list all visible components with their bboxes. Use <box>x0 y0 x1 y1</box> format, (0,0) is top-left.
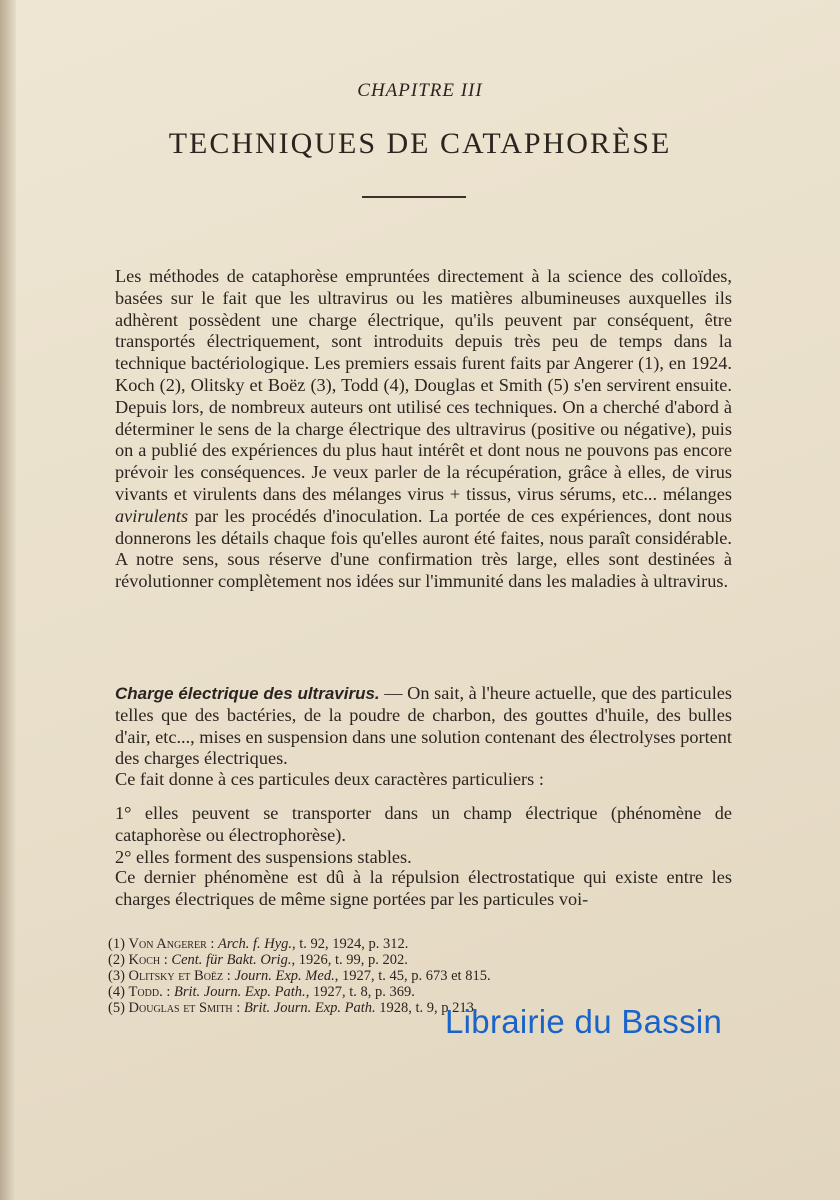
footnote-number: (1) <box>108 936 125 952</box>
footnote-journal: Brit. Journ. Exp. Path. <box>243 1000 376 1016</box>
point-1-text: 1° elles peuvent se transporter dans un champ électrique (phénomène de cataphorèse ou électrophorèse). <box>115 803 732 845</box>
footnote-journal: Arch. f. Hyg. <box>218 936 293 952</box>
seller-watermark: Librairie du Bassin <box>445 1003 723 1040</box>
footnote <box>108 968 668 984</box>
footnote-number: (3) <box>108 968 125 984</box>
paragraph-point-1 <box>115 803 732 847</box>
paragraph-charge <box>115 683 732 770</box>
footnote-separator: : <box>232 1000 244 1016</box>
title-divider <box>362 196 466 198</box>
footnote-author: Von Angerer <box>128 936 207 952</box>
footnote-ref: , 1926, t. 99, p. 202. <box>291 952 408 968</box>
footnote <box>108 952 668 968</box>
chapter-title: TECHNIQUES DE CATAPHORÈSE <box>168 127 672 160</box>
chapter-label: CHAPITRE III <box>357 80 483 101</box>
footnote-ref: , 1927, t. 45, p. 673 et 815. <box>334 968 491 984</box>
footnote-journal: Brit. Journ. Exp. Path. <box>173 984 306 1000</box>
fact-text: Ce fait donne à ces particules deux caractères particuliers : <box>115 769 544 789</box>
footnote-separator: : <box>223 968 235 984</box>
footnote-author: Koch <box>128 952 161 968</box>
paragraph-fact <box>115 769 732 791</box>
section-heading: Charge électrique des ultravirus. <box>115 684 380 703</box>
footnote <box>108 936 668 952</box>
page-binding-edge <box>0 0 16 1200</box>
footnote-journal: Journ. Exp. Med. <box>234 968 335 984</box>
paragraph-repulsion <box>115 867 732 911</box>
footnote-number: (2) <box>108 952 125 968</box>
footnote-author: Douglas et Smith <box>128 1000 233 1016</box>
paragraph-point-2 <box>115 847 732 869</box>
footnote-author: Todd. <box>128 984 163 1000</box>
intro-text: Les méthodes de cataphorèse empruntées directement à la science des colloïdes, basées sur le fait que les ultravirus ou les matières albumineuses auxquelles ils adhèrent possèdent une charge électrique, qu'ils peuvent par conséquent, être transportés électriquement, sont introduits depuis très peu de temps dans la technique bactériologique. Les premiers essais furent faits par Angerer (1), en 1924. Koch (2), Olitsky et Boëz (3), Todd (4), Douglas et Smith (5) s'en servirent ensuite. Depuis lors, de nombreux auteurs ont utilisé ces techniques. On a cherché d'abord à déterminer le sens de la charge électrique des ultravirus (positive ou négative), puis on a publié des expériences du plus haut intérêt et dont nous ne pouvons pas encore prévoir les conséquences. Je veux parler de la récupération, grâce à elles, de virus vivants et virulents dans des mélanges virus + tissus, virus sérums, etc... mélanges <box>115 266 732 504</box>
repulsion-text: Ce dernier phénomène est dû à la répulsion électrostatique qui existe entre les charges électriques de même signe portées par les particules voi- <box>115 867 732 909</box>
footnote-journal: Cent. für Bakt. Orig. <box>171 952 292 968</box>
footnote-separator: : <box>160 952 172 968</box>
footnote-author: Olitsky et Boëz <box>128 968 224 984</box>
footnote-ref: , t. 92, 1924, p. 312. <box>292 936 409 952</box>
point-2-text: 2° elles forment des suspensions stables. <box>115 847 412 867</box>
intro-italic-word: avirulents <box>115 505 189 526</box>
footnote-separator: : <box>162 984 174 1000</box>
footnote-ref: 1928, t. 9, p 213. <box>375 1000 478 1016</box>
paragraph-intro <box>115 266 732 593</box>
charge-text: — On sait, à l'heure actuelle, que des particules telles que des bactéries, de la poudre de charbon, des gouttes d'huile, des bulles d'air, etc..., mises en suspension dans une solution contenant des électrolyses portent des charges électriques. <box>115 683 733 769</box>
footnote-ref: , 1927, t. 8, p. 369. <box>305 984 415 1000</box>
footnote-number: (4) <box>108 984 125 1000</box>
intro-tail: par les procédés d'inoculation. La portée de ces expériences, dont nous donnerons les détails chaque fois qu'elles auront été faites, nous paraît considérable. A notre sens, sous réserve d'une confirmation très large, elles sont destinées à révolutionner complètement nos idées sur l'immunité dans les maladies à ultravirus. <box>115 505 732 592</box>
footnote-separator: : <box>206 936 219 952</box>
footnote-number: (5) <box>108 1000 125 1016</box>
footnote <box>108 984 668 1000</box>
